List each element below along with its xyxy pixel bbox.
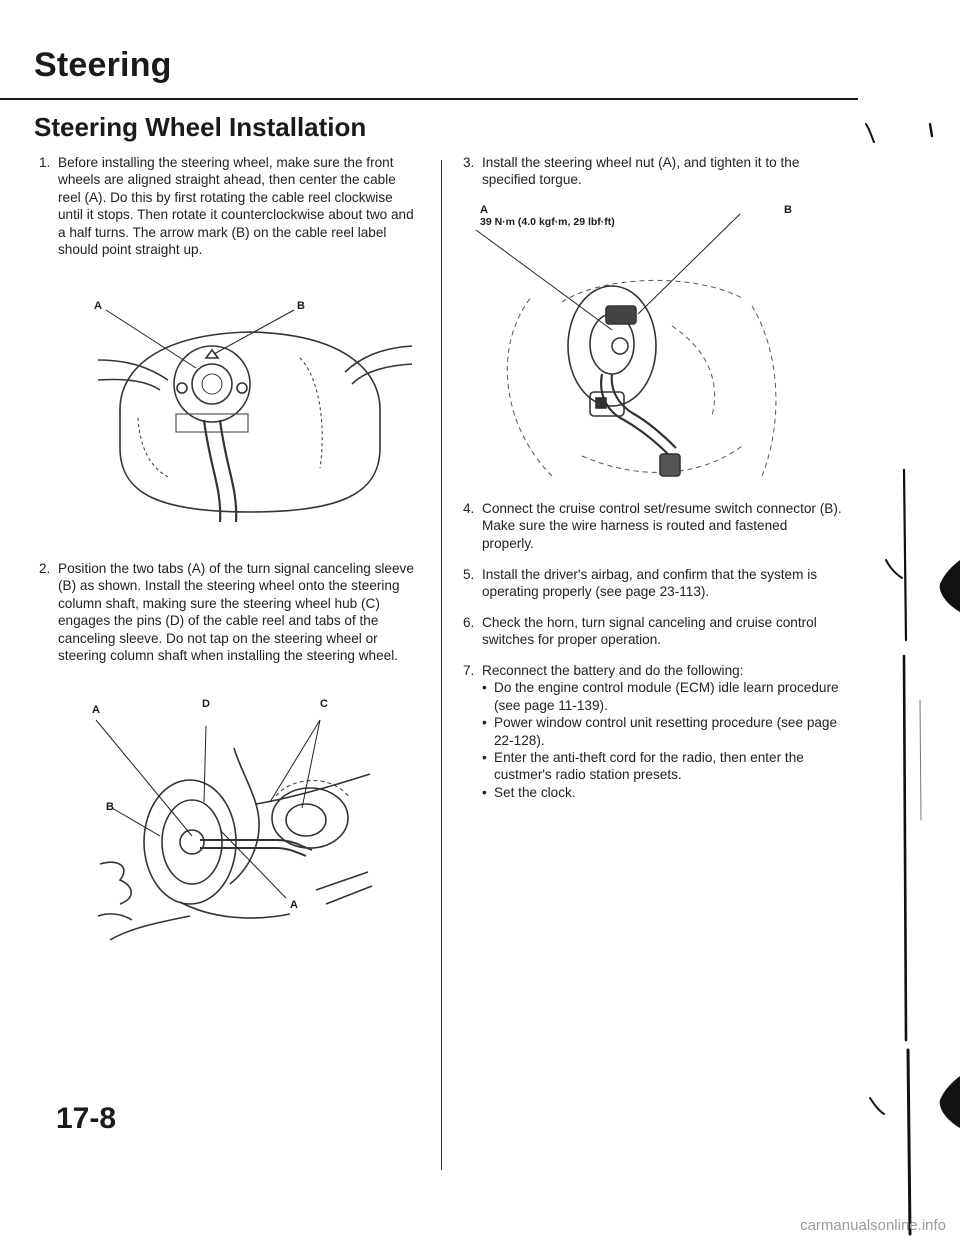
figure-cable-reel xyxy=(90,298,420,528)
sub-item: • Set the clock. xyxy=(482,784,842,801)
step-text: Check the horn, turn signal canceling and cruise control switches for proper operation. xyxy=(482,615,817,648)
steering-wheel-nut-illustration xyxy=(462,206,818,482)
sub-item: • Power window control unit resetting procedure (see page 22-128). xyxy=(482,714,842,749)
step-number: 5. xyxy=(463,567,475,582)
figure-steering-wheel-nut xyxy=(462,206,818,482)
section-title: Steering xyxy=(34,46,172,84)
title-rule xyxy=(0,98,858,100)
step-4 xyxy=(463,500,842,552)
callout-b: B xyxy=(106,801,114,813)
callout-c: C xyxy=(320,698,328,710)
sub-item: • Enter the anti-theft cord for the radio, then enter the custmer's radio station presets. xyxy=(482,749,842,784)
page-number: 17-8 xyxy=(56,1102,117,1135)
step-text: Install the steering wheel nut (A), and tighten it to the specified torgue. xyxy=(482,155,800,188)
sub-item: • Do the engine control module (ECM) idle learn procedure (see page 11-139). xyxy=(482,679,842,714)
watermark: carmanualsonline.info xyxy=(800,1217,946,1234)
callout-a: A xyxy=(480,204,488,216)
step-5 xyxy=(463,566,842,601)
callout-b: B xyxy=(784,204,792,216)
step-text: Install the driver's airbag, and confirm that the system is operating properly (see page 23-113). xyxy=(482,567,818,600)
cable-reel-illustration xyxy=(90,298,420,528)
step-2 xyxy=(39,560,420,664)
step-number: 6. xyxy=(463,615,475,630)
step-1 xyxy=(39,154,420,258)
step-number: 4. xyxy=(463,501,475,516)
step-6 xyxy=(463,614,842,649)
step-7-sub-list xyxy=(482,679,842,801)
step-text: Connect the cruise control set/resume switch connector (B). Make sure the wire harness is routed and fastened properly. xyxy=(482,501,842,551)
callout-d: D xyxy=(202,698,210,710)
step-text: Before installing the steering wheel, make sure the front wheels are aligned straight ahead, then center the cable reel (A). Do this by first rotating the cable reel clockwise until it stops. Then rotate it counterclockwise about two and a half turns. The arrow mark (B) on the cable reel label should point straight up. xyxy=(58,155,414,258)
callout-b: B xyxy=(297,300,305,312)
step-text: Position the two tabs (A) of the turn signal canceling sleeve (B) as shown. Install the steering wheel onto the steering column shaft, making sure the steering wheel hub (C) engages the pins (D) of the cable reel and tabs of the canceling sleeve. Do not tap on the steering wheel or steering column shaft when installing the steering wheel. xyxy=(58,561,414,664)
callout-a: A xyxy=(92,704,100,716)
step-text: Reconnect the battery and do the following: xyxy=(482,663,744,678)
canceling-sleeve-illustration xyxy=(80,708,380,948)
callout-a: A xyxy=(290,899,298,911)
step-number: 1. xyxy=(39,155,51,170)
step-3 xyxy=(463,154,842,189)
step-number: 3. xyxy=(463,155,475,170)
figure-canceling-sleeve xyxy=(80,698,380,948)
callout-a: A xyxy=(94,300,102,312)
step-number: 2. xyxy=(39,561,51,576)
column-divider xyxy=(441,160,442,1170)
step-number: 7. xyxy=(463,663,475,678)
step-7 xyxy=(463,662,842,801)
page-heading: Steering Wheel Installation xyxy=(34,112,367,142)
torque-spec: 39 N·m (4.0 kgf·m, 29 lbf·ft) xyxy=(480,216,615,228)
